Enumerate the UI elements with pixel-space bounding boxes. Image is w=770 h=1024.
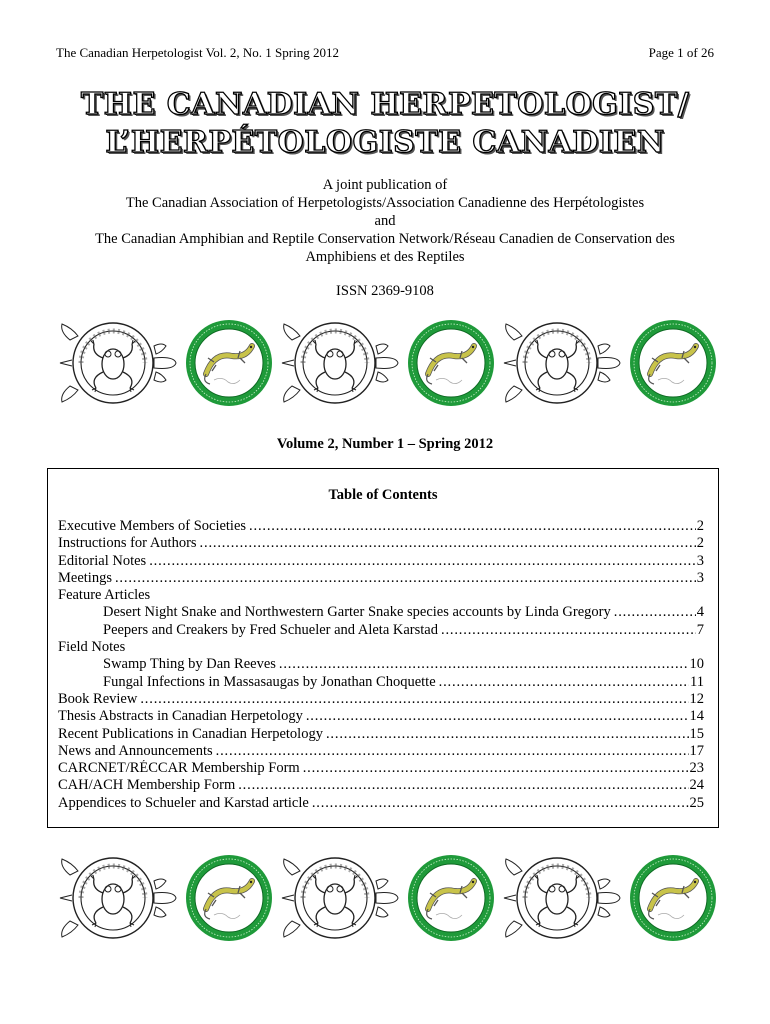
turtle-frog-logo-icon xyxy=(502,318,622,408)
running-head-title: The Canadian Herpetologist Vol. 2, No. 1 Spring 2012 xyxy=(56,45,339,60)
toc-entry[interactable] xyxy=(58,726,704,743)
toc-heading: Table of Contents xyxy=(328,487,438,503)
turtle-frog-logo-icon xyxy=(58,318,178,408)
volume-heading: Volume 2, Number 1 – Spring 2012 xyxy=(276,436,494,452)
toc-entry-label: Editorial Notes xyxy=(58,552,147,569)
toc-leader-dots xyxy=(439,622,696,639)
toc-entry-page: 3 xyxy=(696,552,704,569)
toc-entry-label: Executive Members of Societies xyxy=(58,518,247,534)
turtle-frog-logo-icon xyxy=(58,853,178,943)
toc-entry-label: Feature Articles xyxy=(58,587,151,604)
masthead-title xyxy=(0,86,770,162)
toc-entry-page: 12 xyxy=(689,690,704,707)
salamander-ring-logo-icon xyxy=(628,318,718,408)
toc-leader-dots xyxy=(304,708,689,725)
toc-entry-page: 24 xyxy=(689,777,704,794)
toc-leader-dots xyxy=(437,674,689,691)
turtle-frog-logo-icon xyxy=(280,318,400,408)
toc-entry-label: Thesis Abstracts in Canadian Herpetology xyxy=(58,708,303,725)
toc-entry-page: 14 xyxy=(689,708,704,725)
toc-entry[interactable] xyxy=(58,518,704,535)
toc-entry[interactable] xyxy=(58,795,704,812)
toc-entry-label: Fungal Infections in Massasaugas by Jonathan Choquette xyxy=(103,673,436,690)
toc-entry-label: Appendices to Schueler and Karstad article xyxy=(58,794,309,811)
publication-line: The Canadian Amphibian and Reptile Conservation Network/Réseau Canadien de Conservation des xyxy=(95,231,675,247)
toc-entry-label: Recent Publications in Canadian Herpetology xyxy=(58,725,323,742)
toc-entry-page: 3 xyxy=(696,569,704,586)
publication-line: The Canadian Association of Herpetologists/Association Canadienne des Herpétologistes xyxy=(125,195,645,211)
toc-entry-label: News and Announcements xyxy=(58,742,213,759)
toc-entry-label: Peepers and Creakers by Fred Schueler and Aleta Karstad xyxy=(103,621,438,638)
salamander-ring-logo-icon xyxy=(406,853,496,943)
title-line-english: THE CANADIAN HERPETOLOGIST/ xyxy=(80,87,690,122)
turtle-frog-logo-icon xyxy=(280,853,400,943)
toc-leader-dots xyxy=(113,570,696,587)
toc-leader-dots xyxy=(236,777,688,794)
publication-line: and xyxy=(374,213,396,229)
toc-entry[interactable] xyxy=(58,656,704,673)
toc-entry[interactable] xyxy=(58,570,704,587)
toc-entry-label: Desert Night Snake and Northwestern Garter Snake species accounts by Linda Gregory xyxy=(103,604,611,621)
toc-entry-page: 25 xyxy=(689,794,704,811)
toc-entry-page: 10 xyxy=(689,656,704,673)
toc-entry[interactable] xyxy=(58,777,704,794)
table-of-contents xyxy=(47,468,719,828)
toc-entry-page: 4 xyxy=(696,604,704,621)
logo-row-bottom xyxy=(58,853,718,943)
toc-list xyxy=(58,518,704,812)
salamander-ring-logo-icon xyxy=(184,853,274,943)
issn: ISSN 2369-9108 xyxy=(336,283,434,299)
toc-entry[interactable] xyxy=(58,743,704,760)
toc-leader-dots xyxy=(247,518,696,535)
toc-entry-label: Meetings xyxy=(58,569,112,586)
toc-entry-label: Book Review xyxy=(58,690,138,707)
salamander-ring-logo-icon xyxy=(628,853,718,943)
toc-leader-dots xyxy=(324,726,689,743)
page-number: Page 1 of 26 xyxy=(648,45,714,60)
toc-entry[interactable] xyxy=(58,587,704,604)
toc-entry-label: CAH/ACH Membership Form xyxy=(58,777,236,794)
publication-line: Amphibiens et des Reptiles xyxy=(305,249,465,265)
toc-leader-dots xyxy=(138,691,688,708)
toc-entry-page: 17 xyxy=(689,742,704,759)
toc-entry[interactable] xyxy=(58,674,704,691)
toc-leader-dots xyxy=(214,743,689,760)
logo-row-top xyxy=(58,318,718,408)
toc-entry[interactable] xyxy=(58,708,704,725)
publication-line: A joint publication of xyxy=(322,177,448,193)
toc-entry-label: Swamp Thing by Dan Reeves xyxy=(103,656,276,673)
toc-entry-label: Field Notes xyxy=(58,639,126,656)
toc-entry-page: 2 xyxy=(696,535,704,552)
turtle-frog-logo-icon xyxy=(502,853,622,943)
toc-entry[interactable] xyxy=(58,639,704,656)
publication-statement xyxy=(20,176,750,300)
toc-entry-page: 23 xyxy=(689,760,704,777)
toc-entry-page: 11 xyxy=(690,673,704,690)
salamander-ring-logo-icon xyxy=(184,318,274,408)
toc-leader-dots xyxy=(310,795,689,812)
toc-leader-dots xyxy=(147,553,696,570)
toc-entry[interactable] xyxy=(58,604,704,621)
toc-entry-label: CARCNET/RÉCCAR Membership Form xyxy=(58,760,300,777)
title-line-french: L’HERPÉTOLOGISTE CANADIEN xyxy=(105,125,665,160)
toc-entry[interactable] xyxy=(58,760,704,777)
toc-entry[interactable] xyxy=(58,535,704,552)
toc-leader-dots xyxy=(612,604,696,621)
toc-leader-dots xyxy=(277,656,689,673)
toc-entry[interactable] xyxy=(58,622,704,639)
toc-leader-dots xyxy=(301,760,689,777)
toc-entry-label: Instructions for Authors xyxy=(58,535,197,552)
toc-entry-page: 7 xyxy=(696,621,704,638)
toc-leader-dots xyxy=(198,535,696,552)
toc-entry[interactable] xyxy=(58,553,704,570)
salamander-ring-logo-icon xyxy=(406,318,496,408)
toc-entry-page: 2 xyxy=(696,518,704,534)
toc-entry[interactable] xyxy=(58,691,704,708)
running-head xyxy=(56,45,714,61)
toc-entry-page: 15 xyxy=(689,725,704,742)
